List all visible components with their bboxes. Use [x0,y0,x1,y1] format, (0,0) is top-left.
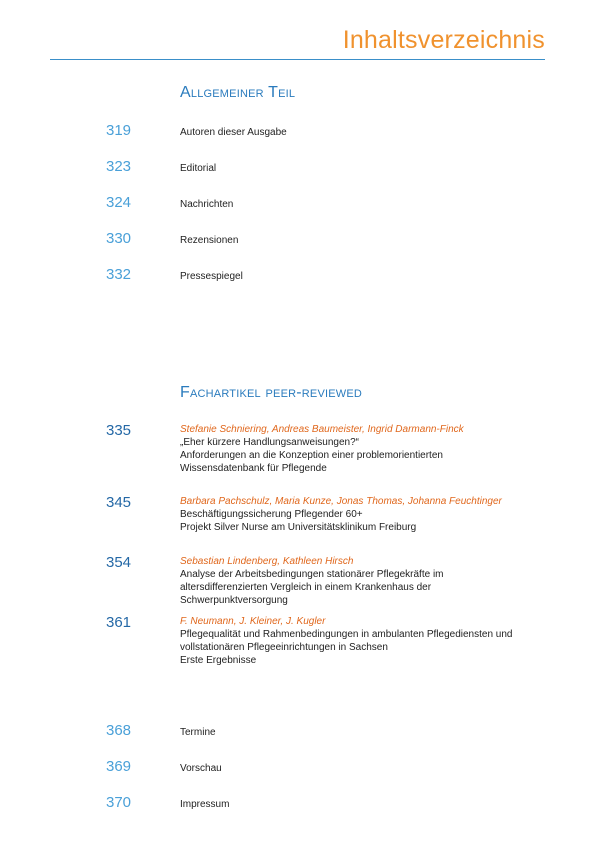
section-heading-peer-reviewed: Fachartikel peer-reviewed [180,384,363,401]
article-title-line: vollstationären Pflegeeinrichtungen in Sachsen [180,642,388,653]
article-authors: Stefanie Schniering, Andreas Baumeister, Ingrid Darmann-Finck [180,424,464,435]
title-rule [50,59,545,60]
page-number: 330 [106,230,132,247]
page-number: 319 [106,122,132,139]
entry-label: Pressespiegel [180,271,243,282]
entry-label: Rezensionen [180,235,239,246]
article-title-line: altersdifferenzierten Vergleich in einem Krankenhaus der [180,582,432,593]
article-title-line: Projekt Silver Nurse am Universitätsklinikum Freiburg [180,522,417,533]
article-title-line: Erste Ergebnisse [180,655,257,666]
page-number: 332 [106,266,132,283]
article-title-line: Pflegequalität und Rahmenbedingungen in ambulanten Pflegediensten und [180,629,513,640]
article-authors: F. Neumann, J. Kleiner, J. Kugler [180,616,326,627]
entry-label: Termine [180,727,216,738]
page-number: 369 [106,758,132,775]
entry-label: Vorschau [180,763,222,774]
page-title: Inhaltsverzeichnis [342,26,545,54]
section-heading-general: Allgemeiner Teil [180,84,296,101]
page-number: 335 [106,422,132,439]
page-number: 324 [106,194,132,211]
page-number: 368 [106,722,132,739]
page-number: 370 [106,794,132,811]
article-title-line: Beschäftigungssicherung Pflegender 60+ [180,509,363,520]
entry-label: Editorial [180,163,217,174]
article-title-line: Anforderungen an die Konzeption einer problemorientierten [180,450,443,461]
article-authors: Barbara Pachschulz, Maria Kunze, Jonas Thomas, Johanna Feuchtinger [180,496,502,507]
page-number: 354 [106,554,132,571]
article-title-line: „Eher kürzere Handlungsanweisungen?“ [180,437,359,448]
page-number: 361 [106,614,132,631]
entry-label: Nachrichten [180,199,234,210]
entry-label: Impressum [180,799,230,810]
article-authors: Sebastian Lindenberg, Kathleen Hirsch [180,556,354,567]
article-title-line: Analyse der Arbeitsbedingungen stationärer Pflegekräfte im [180,569,444,580]
entry-label: Autoren dieser Ausgabe [180,127,287,138]
page-number: 323 [106,158,132,175]
page-number: 345 [106,494,132,511]
article-title-line: Wissensdatenbank für Pflegende [180,463,327,474]
article-title-line: Schwerpunktversorgung [180,595,288,606]
